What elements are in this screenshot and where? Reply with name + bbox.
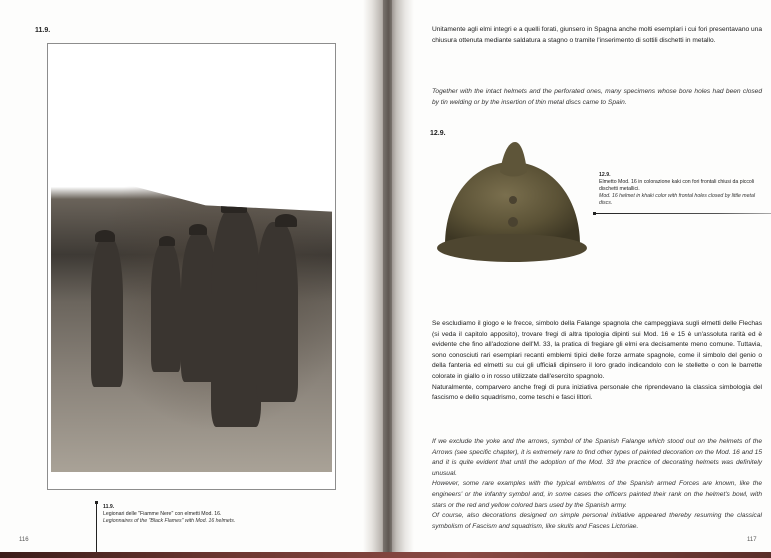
helmet-photo (435, 140, 590, 265)
photo-frame (47, 43, 336, 490)
soldier-figure (91, 237, 123, 387)
page-number: 117 (747, 537, 757, 543)
helmet-shape (95, 230, 115, 242)
page-number: 116 (19, 537, 29, 543)
figure-number: 11.9. (35, 27, 51, 34)
book-cover-edge (0, 552, 771, 558)
paragraph-english-2 (432, 437, 762, 532)
caption-11-9 (103, 504, 303, 525)
paragraph-italian-1: Unitamente agli elmi integri e a quelli forati, giunsero in Spagna anche molti esemplari i cui fori presentavano una chiusura ottenuta mediante saldatura a stagno o tramite l'inserimento di sottili dischetti in metallo. (432, 26, 762, 44)
soldier-figure (211, 207, 261, 427)
caption-12-9 (599, 172, 769, 207)
caption-line (96, 502, 97, 554)
paragraph-english-2c: Of course, also decorations designed on simple personal initiative appeared thereby resuming the classical symbolism of Fascism and squadrism, like skulls and Fasces Lictoriae. (432, 512, 762, 530)
helmet-shape (221, 198, 247, 213)
caption-italian: Elmetto Mod. 16 in colorazione kaki con fori frontali chiusi da piccoli dischetti metallici. (599, 179, 755, 192)
metal-disc (508, 217, 518, 227)
legionnaires-photo (51, 162, 332, 472)
left-page (0, 0, 385, 553)
metal-disc (509, 196, 517, 204)
paragraph-italian-2a: Se escludiamo il giogo e le frecce, simbolo della Falange spagnola che campeggiava sugli elmetti delle Flechas (si veda il capitolo apposito), trovare fregi di altra tipologia dipinti sui Mod. 16 e 15 è un'assoluta rarità ed è evidente che fino all'adozione dell'M. 33, la pratica di fregiare gli elmi era decisamente meno comune. Tuttavia, sono conosciuti rari esemplari recanti emblemi tipici delle forze armate spagnole, come il simbolo del genio o della fanteria ed elmetti su cui gli ufficiali dipinsero il loro grado indicandolo con le stellette o con le barrette colorate in giallo o in rosso utilizzate dall'esercito spagnolo. (432, 320, 762, 380)
paragraph-english-2a: If we exclude the yoke and the arrows, symbol of the Spanish Falange which stood out on the helmets of the Arrows (see specific chapter), it is extremely rare to find other types of painted decoration on the Mod. 16 and 15 and it is quite evident that until the adoption of the Mod. 33 the practice of decorating helmets was definitely unusual. (432, 438, 762, 477)
right-page (392, 0, 771, 553)
caption-number: 12.9. (599, 172, 611, 178)
gutter-shadow (392, 0, 414, 553)
caption-rule (593, 213, 771, 214)
helmet-brim (437, 234, 587, 262)
gutter-shadow (363, 0, 385, 553)
caption-english: Legionnaires of the "Black Flames" with Mod. 16 helmets. (103, 518, 236, 524)
helmet-crest (500, 142, 527, 177)
helmet-shape (275, 214, 297, 227)
figure-number: 12.9. (430, 130, 446, 137)
paragraph-italian-2 (432, 319, 762, 404)
helmet-shape (159, 236, 175, 246)
caption-number: 11.9. (103, 504, 115, 510)
soldier-figure (151, 242, 181, 372)
soldier-figure (256, 222, 298, 402)
caption-english: Mod. 16 helmet in khaki color with frontal holes closed by little metal discs. (599, 193, 755, 206)
paragraph-english-1: Together with the intact helmets and the perforated ones, many specimens whose bore holes had been closed by tin welding or by the insertion of thin metal discs came to Spain. (432, 88, 762, 106)
paragraph-italian-3: Naturalmente, comparvero anche fregi di pura iniziativa personale che riprendevano la classica simbologia del fascismo e dello squadrismo, come teschi e fasci littori. (432, 383, 762, 402)
caption-italian: Legionari delle "Fiamme Nere" con elmetti Mod. 16. (103, 511, 222, 517)
helmet-shape (189, 224, 207, 235)
paragraph-english-2b: However, some rare examples with the typical emblems of the Spanish armed Forces are known, like the engineers' or the infantry symbol and, in some cases the officers painted their rank on the helmet's bowl, with stars or the red and yellow colored bars used by the Spanish army. (432, 480, 762, 509)
